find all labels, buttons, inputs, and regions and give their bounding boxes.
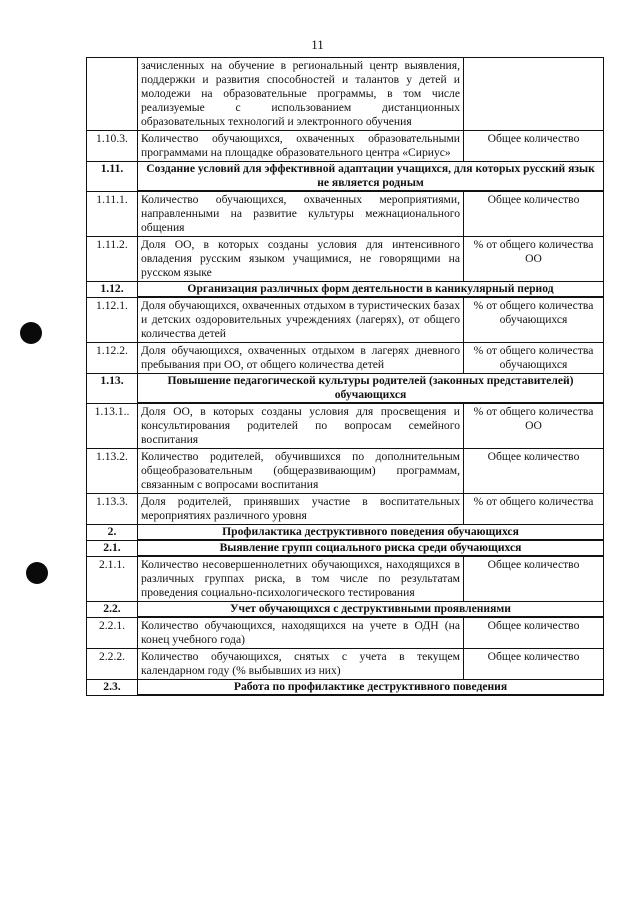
punch-hole-mark — [26, 562, 48, 584]
section-header-row — [87, 162, 604, 192]
indicator-unit: % от общего количества ОО — [464, 403, 604, 449]
indicator-description: Количество несовершеннолетних обучающихся, находящихся в различных группах риска, в том числе по результатам проведения социально-психологического тестирования — [138, 556, 464, 602]
section-header-row — [87, 374, 604, 404]
indicator-row — [87, 617, 604, 649]
section-title: Учет обучающихся с деструктивными проявлениями — [138, 602, 604, 618]
indicator-description: Доля ОО, в которых созданы условия для просвещения и консультирования родителей по вопросам семейного воспитания — [138, 403, 464, 449]
indicator-description: Доля ОО, в которых созданы условия для интенсивного овладения русским языком учащимися, не говорящими на русском языке — [138, 237, 464, 282]
indicator-description: Количество родителей, обучившихся по дополнительным общеобразовательным (общеразвивающим) программам, связанным с вопросами воспитания — [138, 449, 464, 494]
section-title: Повышение педагогической культуры родителей (законных представителей) обучающихся — [138, 374, 604, 404]
section-header-row — [87, 282, 604, 298]
indicator-number: 1.11.1. — [87, 191, 138, 237]
section-number: 2.3. — [87, 680, 138, 696]
section-number: 2.2. — [87, 602, 138, 618]
indicator-number: 1.13.2. — [87, 449, 138, 494]
indicator-unit: Общее количество — [464, 556, 604, 602]
indicator-row — [87, 343, 604, 374]
indicator-number: 2.1.1. — [87, 556, 138, 602]
indicator-description: Доля родителей, принявших участие в воспитательных мероприятиях различного уровня — [138, 494, 464, 525]
indicators-table-body — [87, 58, 604, 696]
indicator-unit: % от общего количества — [464, 494, 604, 525]
indicators-table — [86, 57, 604, 696]
indicator-number: 1.10.3. — [87, 131, 138, 162]
indicator-unit — [464, 58, 604, 131]
indicator-unit: Общее количество — [464, 191, 604, 237]
section-number: 1.13. — [87, 374, 138, 404]
indicator-number: 1.12.1. — [87, 297, 138, 343]
indicator-unit: % от общего количества обучающихся — [464, 297, 604, 343]
indicator-number: 1.13.1.. — [87, 403, 138, 449]
indicator-description: Количество обучающихся, снятых с учета в текущем календарном году (% выбывших из них) — [138, 649, 464, 680]
indicator-unit: % от общего количества обучающихся — [464, 343, 604, 374]
section-header-row — [87, 525, 604, 541]
indicator-number: 2.2.2. — [87, 649, 138, 680]
indicator-row — [87, 494, 604, 525]
section-header-row — [87, 602, 604, 618]
section-title: Организация различных форм деятельности в каникулярный период — [138, 282, 604, 298]
indicator-number — [87, 58, 138, 131]
section-title: Работа по профилактике деструктивного поведения — [138, 680, 604, 696]
indicator-row — [87, 403, 604, 449]
indicator-number: 1.13.3. — [87, 494, 138, 525]
section-header-row — [87, 680, 604, 696]
indicator-row — [87, 297, 604, 343]
punch-hole-mark — [20, 322, 42, 344]
indicator-description: Количество обучающихся, охваченных образовательными программами на площадке образовательного центра «Сириус» — [138, 131, 464, 162]
indicator-description: Количество обучающихся, находящихся на учете в ОДН (на конец учебного года) — [138, 617, 464, 649]
indicator-row — [87, 191, 604, 237]
indicator-row — [87, 131, 604, 162]
indicator-row — [87, 556, 604, 602]
section-number: 1.12. — [87, 282, 138, 298]
indicator-row — [87, 58, 604, 131]
indicator-row — [87, 449, 604, 494]
indicator-unit: % от общего количества ОО — [464, 237, 604, 282]
indicator-row — [87, 649, 604, 680]
indicator-unit: Общее количество — [464, 131, 604, 162]
section-title: Создание условий для эффективной адаптации учащихся, для которых русский язык не является родным — [138, 162, 604, 192]
indicator-description: Количество обучающихся, охваченных мероприятиями, направленными на развитие культуры межнационального общения — [138, 191, 464, 237]
indicator-number: 1.12.2. — [87, 343, 138, 374]
indicator-unit: Общее количество — [464, 649, 604, 680]
indicator-number: 1.11.2. — [87, 237, 138, 282]
section-title: Выявление групп социального риска среди обучающихся — [138, 540, 604, 556]
indicator-unit: Общее количество — [464, 449, 604, 494]
indicator-row — [87, 237, 604, 282]
indicator-number: 2.2.1. — [87, 617, 138, 649]
indicator-description: зачисленных на обучение в региональный центр выявления, поддержки и развития способностей и талантов у детей и молодежи на образовательные программы, в том числе реализуемые с использованием дистанционных образовательных технологий и электронного обучения — [138, 58, 464, 131]
section-header-row — [87, 540, 604, 556]
indicator-description: Доля обучающихся, охваченных отдыхом в лагерях дневного пребывания при ОО, от общего количества детей — [138, 343, 464, 374]
page-number: 11 — [311, 37, 324, 52]
section-title: Профилактика деструктивного поведения обучающихся — [138, 525, 604, 541]
indicator-unit: Общее количество — [464, 617, 604, 649]
section-number: 2.1. — [87, 540, 138, 556]
section-number: 1.11. — [87, 162, 138, 192]
section-number: 2. — [87, 525, 138, 541]
indicator-description: Доля обучающихся, охваченных отдыхом в туристических базах и детских оздоровительных учреждениях (лагерях), от общего количества детей — [138, 297, 464, 343]
